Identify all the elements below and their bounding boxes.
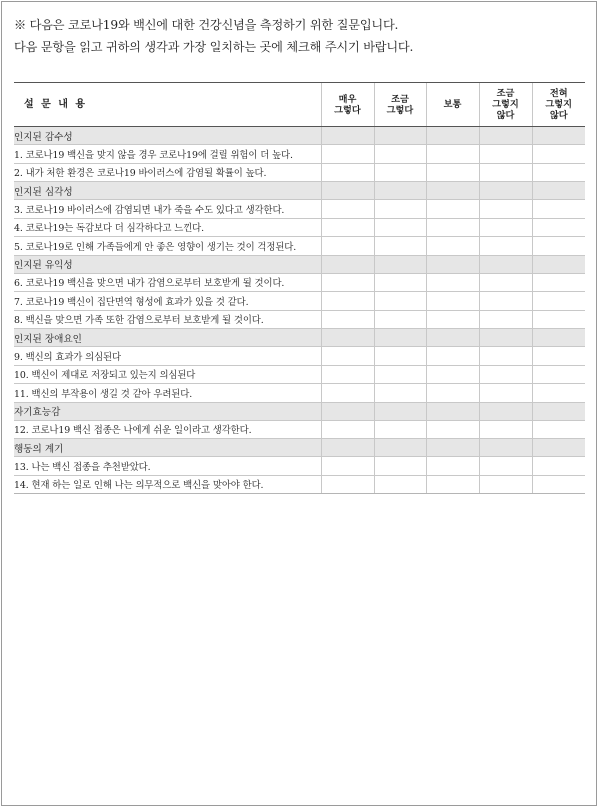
answer-cell-strongly-disagree[interactable] bbox=[532, 457, 585, 476]
answer-cell-strongly-disagree[interactable] bbox=[532, 292, 585, 311]
answer-cell-neutral[interactable] bbox=[426, 475, 479, 494]
answer-cell-strongly-agree[interactable] bbox=[321, 310, 374, 329]
item-column-header: 설 문 내 용 bbox=[14, 83, 321, 127]
answer-cell-neutral[interactable] bbox=[426, 292, 479, 311]
section-blank-cell bbox=[374, 255, 426, 273]
section-title: 인지된 심각성 bbox=[14, 182, 321, 200]
question-row bbox=[14, 163, 585, 182]
answer-cell-strongly-disagree[interactable] bbox=[532, 200, 585, 219]
section-header-row bbox=[14, 329, 585, 347]
answer-cell-strongly-agree[interactable] bbox=[321, 145, 374, 164]
answer-cell-somewhat-disagree[interactable] bbox=[479, 475, 532, 494]
answer-cell-strongly-agree[interactable] bbox=[321, 365, 374, 384]
section-blank-cell bbox=[426, 182, 479, 200]
section-blank-cell bbox=[321, 402, 374, 420]
section-header-row bbox=[14, 127, 585, 145]
answer-cell-neutral[interactable] bbox=[426, 420, 479, 439]
question-row bbox=[14, 200, 585, 219]
section-blank-cell bbox=[532, 182, 585, 200]
section-blank-cell bbox=[321, 439, 374, 457]
answer-cell-strongly-agree[interactable] bbox=[321, 384, 374, 403]
answer-cell-somewhat-disagree[interactable] bbox=[479, 200, 532, 219]
answer-cell-strongly-disagree[interactable] bbox=[532, 237, 585, 256]
scale-header-somewhat-agree: 조금 그렇다 bbox=[374, 83, 426, 127]
answer-cell-somewhat-agree[interactable] bbox=[374, 475, 426, 494]
scale-header-strongly-disagree: 전혀 그렇지 않다 bbox=[532, 83, 585, 127]
answer-cell-somewhat-agree[interactable] bbox=[374, 420, 426, 439]
answer-cell-somewhat-agree[interactable] bbox=[374, 273, 426, 292]
question-text: 1. 코로나19 백신을 맞지 않을 경우 코로나19에 걸릴 위험이 더 높다. bbox=[14, 145, 321, 164]
answer-cell-somewhat-disagree[interactable] bbox=[479, 237, 532, 256]
section-blank-cell bbox=[321, 127, 374, 145]
answer-cell-somewhat-disagree[interactable] bbox=[479, 347, 532, 366]
answer-cell-somewhat-agree[interactable] bbox=[374, 145, 426, 164]
question-text: 6. 코로나19 백신을 맞으면 내가 감염으로부터 보호받게 될 것이다. bbox=[14, 273, 321, 292]
answer-cell-strongly-disagree[interactable] bbox=[532, 310, 585, 329]
question-text: 13. 나는 백신 접종을 추천받았다. bbox=[14, 457, 321, 476]
answer-cell-strongly-disagree[interactable] bbox=[532, 475, 585, 494]
section-blank-cell bbox=[479, 127, 532, 145]
answer-cell-somewhat-agree[interactable] bbox=[374, 163, 426, 182]
section-blank-cell bbox=[321, 329, 374, 347]
answer-cell-strongly-agree[interactable] bbox=[321, 163, 374, 182]
answer-cell-neutral[interactable] bbox=[426, 347, 479, 366]
answer-cell-strongly-agree[interactable] bbox=[321, 420, 374, 439]
answer-cell-neutral[interactable] bbox=[426, 457, 479, 476]
question-row bbox=[14, 420, 585, 439]
survey-table bbox=[14, 82, 585, 494]
answer-cell-somewhat-agree[interactable] bbox=[374, 365, 426, 384]
question-text: 14. 현재 하는 일로 인해 나는 의무적으로 백신을 맞아야 한다. bbox=[14, 475, 321, 494]
survey-body bbox=[14, 127, 585, 494]
answer-cell-strongly-disagree[interactable] bbox=[532, 384, 585, 403]
question-row bbox=[14, 457, 585, 476]
section-header-row bbox=[14, 439, 585, 457]
answer-cell-somewhat-agree[interactable] bbox=[374, 218, 426, 237]
question-row bbox=[14, 218, 585, 237]
section-blank-cell bbox=[479, 329, 532, 347]
section-header-row bbox=[14, 182, 585, 200]
section-blank-cell bbox=[532, 329, 585, 347]
section-blank-cell bbox=[532, 402, 585, 420]
section-blank-cell bbox=[321, 182, 374, 200]
answer-cell-strongly-agree[interactable] bbox=[321, 475, 374, 494]
answer-cell-somewhat-agree[interactable] bbox=[374, 292, 426, 311]
answer-cell-strongly-agree[interactable] bbox=[321, 200, 374, 219]
answer-cell-somewhat-disagree[interactable] bbox=[479, 384, 532, 403]
question-text: 3. 코로나19 바이러스에 감염되면 내가 죽을 수도 있다고 생각한다. bbox=[14, 200, 321, 219]
answer-cell-strongly-agree[interactable] bbox=[321, 292, 374, 311]
question-text: 12. 코로나19 백신 접종은 나에게 쉬운 일이라고 생각한다. bbox=[14, 420, 321, 439]
section-title: 인지된 감수성 bbox=[14, 127, 321, 145]
table-header-row bbox=[14, 83, 585, 127]
section-blank-cell bbox=[532, 439, 585, 457]
answer-cell-neutral[interactable] bbox=[426, 384, 479, 403]
instruction-line-1: ※ 다음은 코로나19와 백신에 대한 건강신념을 측정하기 위한 질문입니다. bbox=[14, 18, 399, 32]
section-title: 인지된 장애요인 bbox=[14, 329, 321, 347]
answer-cell-somewhat-agree[interactable] bbox=[374, 310, 426, 329]
question-text: 9. 백신의 효과가 의심된다 bbox=[14, 347, 321, 366]
question-text: 4. 코로나19는 독감보다 더 심각하다고 느낀다. bbox=[14, 218, 321, 237]
section-blank-cell bbox=[426, 402, 479, 420]
question-row bbox=[14, 475, 585, 494]
question-text: 8. 백신을 맞으면 가족 또한 감염으로부터 보호받게 될 것이다. bbox=[14, 310, 321, 329]
question-text: 7. 코로나19 백신이 집단면역 형성에 효과가 있을 것 같다. bbox=[14, 292, 321, 311]
answer-cell-somewhat-disagree[interactable] bbox=[479, 145, 532, 164]
section-blank-cell bbox=[426, 127, 479, 145]
answer-cell-strongly-disagree[interactable] bbox=[532, 163, 585, 182]
question-row bbox=[14, 145, 585, 164]
answer-cell-somewhat-disagree[interactable] bbox=[479, 420, 532, 439]
answer-cell-strongly-disagree[interactable] bbox=[532, 420, 585, 439]
section-blank-cell bbox=[426, 439, 479, 457]
section-blank-cell bbox=[479, 182, 532, 200]
section-blank-cell bbox=[374, 329, 426, 347]
answer-cell-somewhat-agree[interactable] bbox=[374, 457, 426, 476]
question-row bbox=[14, 237, 585, 256]
answer-cell-strongly-disagree[interactable] bbox=[532, 218, 585, 237]
section-blank-cell bbox=[479, 402, 532, 420]
answer-cell-strongly-disagree[interactable] bbox=[532, 347, 585, 366]
answer-cell-strongly-disagree[interactable] bbox=[532, 145, 585, 164]
section-header-row bbox=[14, 402, 585, 420]
section-blank-cell bbox=[479, 255, 532, 273]
section-blank-cell bbox=[374, 182, 426, 200]
scale-header-strongly-agree: 매우 그렇다 bbox=[321, 83, 374, 127]
question-text: 10. 백신이 제대로 저장되고 있는지 의심된다 bbox=[14, 365, 321, 384]
answer-cell-neutral[interactable] bbox=[426, 145, 479, 164]
answer-cell-strongly-agree[interactable] bbox=[321, 273, 374, 292]
section-blank-cell bbox=[374, 439, 426, 457]
section-title: 자기효능감 bbox=[14, 402, 321, 420]
section-header-row bbox=[14, 255, 585, 273]
answer-cell-somewhat-disagree[interactable] bbox=[479, 163, 532, 182]
answer-cell-strongly-agree[interactable] bbox=[321, 218, 374, 237]
answer-cell-strongly-disagree[interactable] bbox=[532, 273, 585, 292]
section-blank-cell bbox=[532, 127, 585, 145]
section-blank-cell bbox=[426, 255, 479, 273]
survey-instructions bbox=[14, 14, 584, 58]
answer-cell-somewhat-disagree[interactable] bbox=[479, 218, 532, 237]
question-text: 2. 내가 처한 환경은 코로나19 바이러스에 감염될 확률이 높다. bbox=[14, 163, 321, 182]
section-blank-cell bbox=[374, 402, 426, 420]
question-row bbox=[14, 292, 585, 311]
answer-cell-neutral[interactable] bbox=[426, 310, 479, 329]
answer-cell-somewhat-disagree[interactable] bbox=[479, 310, 532, 329]
section-blank-cell bbox=[532, 255, 585, 273]
question-text: 11. 백신의 부작용이 생길 것 같아 우려된다. bbox=[14, 384, 321, 403]
answer-cell-somewhat-disagree[interactable] bbox=[479, 457, 532, 476]
question-row bbox=[14, 310, 585, 329]
answer-cell-neutral[interactable] bbox=[426, 200, 479, 219]
answer-cell-neutral[interactable] bbox=[426, 237, 479, 256]
answer-cell-strongly-agree[interactable] bbox=[321, 347, 374, 366]
answer-cell-somewhat-agree[interactable] bbox=[374, 347, 426, 366]
section-blank-cell bbox=[321, 255, 374, 273]
answer-cell-strongly-agree[interactable] bbox=[321, 457, 374, 476]
question-text: 5. 코로나19로 인해 가족들에게 안 좋은 영향이 생기는 것이 걱정된다. bbox=[14, 237, 321, 256]
question-row bbox=[14, 384, 585, 403]
scale-header-neutral: 보통 bbox=[426, 83, 479, 127]
answer-cell-neutral[interactable] bbox=[426, 218, 479, 237]
answer-cell-neutral[interactable] bbox=[426, 365, 479, 384]
question-row bbox=[14, 347, 585, 366]
answer-cell-somewhat-agree[interactable] bbox=[374, 200, 426, 219]
section-title: 인지된 유익성 bbox=[14, 255, 321, 273]
answer-cell-somewhat-disagree[interactable] bbox=[479, 365, 532, 384]
answer-cell-somewhat-disagree[interactable] bbox=[479, 273, 532, 292]
question-row bbox=[14, 273, 585, 292]
question-row bbox=[14, 365, 585, 384]
answer-cell-neutral[interactable] bbox=[426, 163, 479, 182]
section-blank-cell bbox=[479, 439, 532, 457]
answer-cell-strongly-agree[interactable] bbox=[321, 237, 374, 256]
answer-cell-strongly-disagree[interactable] bbox=[532, 365, 585, 384]
scale-header-somewhat-disagree: 조금 그렇지 않다 bbox=[479, 83, 532, 127]
section-blank-cell bbox=[374, 127, 426, 145]
answer-cell-somewhat-agree[interactable] bbox=[374, 237, 426, 256]
answer-cell-somewhat-disagree[interactable] bbox=[479, 292, 532, 311]
section-blank-cell bbox=[426, 329, 479, 347]
answer-cell-somewhat-agree[interactable] bbox=[374, 384, 426, 403]
section-title: 행동의 계기 bbox=[14, 439, 321, 457]
instruction-line-2: 다음 문항을 읽고 귀하의 생각과 가장 일치하는 곳에 체크해 주시기 바랍니다. bbox=[14, 40, 414, 54]
answer-cell-neutral[interactable] bbox=[426, 273, 479, 292]
